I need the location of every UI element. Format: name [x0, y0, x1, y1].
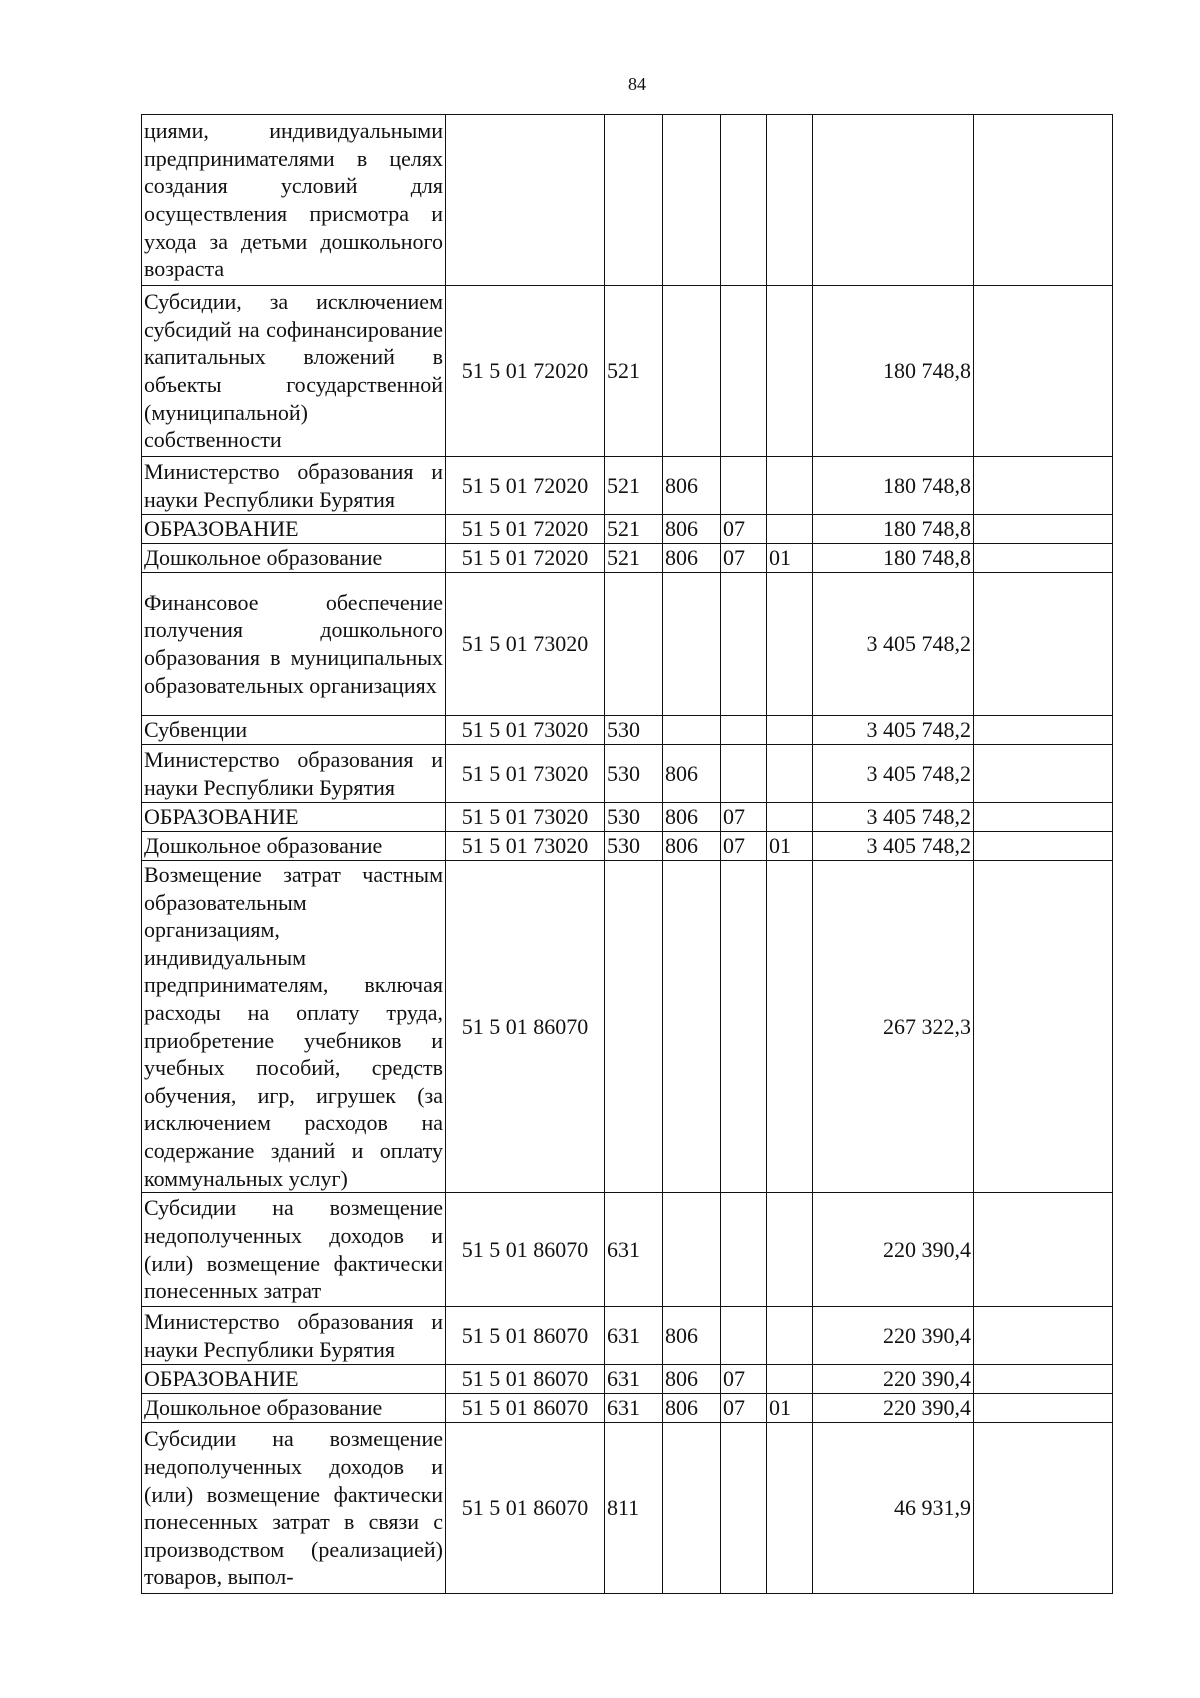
row-description: Дошкольное образование — [142, 544, 446, 573]
amount: 3 405 748,2 — [813, 745, 974, 803]
row-description: Дошкольное образование — [142, 832, 446, 861]
amount: 180 748,8 — [813, 457, 974, 515]
subsection-code — [767, 1193, 813, 1307]
section-code — [721, 716, 767, 745]
expense-type: 631 — [605, 1394, 663, 1423]
subsection-code — [767, 573, 813, 716]
empty-cell — [974, 1365, 1113, 1394]
department-code — [663, 573, 721, 716]
amount: 3 405 748,2 — [813, 832, 974, 861]
section-code: 07 — [721, 544, 767, 573]
expense-type: 631 — [605, 1193, 663, 1307]
empty-cell — [974, 1193, 1113, 1307]
section-code — [721, 1193, 767, 1307]
table-row — [142, 457, 1113, 515]
section-code — [721, 573, 767, 716]
target-code: 51 5 01 72020 — [446, 544, 605, 573]
amount: 46 931,9 — [813, 1423, 974, 1594]
table-row — [142, 803, 1113, 832]
subsection-code — [767, 716, 813, 745]
empty-cell — [974, 515, 1113, 544]
target-code: 51 5 01 73020 — [446, 573, 605, 716]
table-row — [142, 861, 1113, 1193]
row-description: ОБРАЗОВАНИЕ — [142, 515, 446, 544]
empty-cell — [974, 457, 1113, 515]
target-code: 51 5 01 86070 — [446, 1423, 605, 1594]
table-row — [142, 1423, 1113, 1594]
amount: 180 748,8 — [813, 544, 974, 573]
department-code — [663, 115, 721, 286]
department-code: 806 — [663, 745, 721, 803]
section-code: 07 — [721, 1394, 767, 1423]
expense-type: 530 — [605, 832, 663, 861]
department-code — [663, 716, 721, 745]
page-number: 84 — [628, 74, 646, 94]
section-code — [721, 861, 767, 1193]
target-code: 51 5 01 86070 — [446, 1307, 605, 1365]
section-code: 07 — [721, 1365, 767, 1394]
amount: 3 405 748,2 — [813, 803, 974, 832]
empty-cell — [974, 544, 1113, 573]
subsection-code — [767, 286, 813, 457]
target-code: 51 5 01 86070 — [446, 1394, 605, 1423]
empty-cell — [974, 1307, 1113, 1365]
expense-type: 530 — [605, 745, 663, 803]
subsection-code — [767, 1423, 813, 1594]
row-description: Финансовое обеспечение получения дошкольного образования в муниципальных образовательных организациях — [142, 573, 446, 716]
table-row — [142, 544, 1113, 573]
subsection-code — [767, 1365, 813, 1394]
department-code — [663, 1193, 721, 1307]
subsection-code — [767, 115, 813, 286]
section-code — [721, 1423, 767, 1594]
table-row — [142, 716, 1113, 745]
subsection-code: 01 — [767, 832, 813, 861]
expense-type: 530 — [605, 716, 663, 745]
section-code: 07 — [721, 803, 767, 832]
target-code: 51 5 01 72020 — [446, 457, 605, 515]
department-code — [663, 1423, 721, 1594]
row-description: ОБРАЗОВАНИЕ — [142, 1365, 446, 1394]
empty-cell — [974, 861, 1113, 1193]
table-row — [142, 1307, 1113, 1365]
empty-cell — [974, 1423, 1113, 1594]
expense-type: 521 — [605, 544, 663, 573]
target-code: 51 5 01 73020 — [446, 745, 605, 803]
amount: 180 748,8 — [813, 515, 974, 544]
target-code: 51 5 01 73020 — [446, 716, 605, 745]
row-description: ОБРАЗОВАНИЕ — [142, 803, 446, 832]
row-description: Возмещение затрат частным образовательным организациям, индивидуальным предпринимателям, включая расходы на оплату труда, приобретение учебников и учебных пособий, средств обучения, игр, игрушек (за исключением расходов на содержание зданий и оплату коммунальных услуг) — [142, 861, 446, 1193]
empty-cell — [974, 286, 1113, 457]
subsection-code — [767, 861, 813, 1193]
department-code: 806 — [663, 803, 721, 832]
row-description: Субсидии на возмещение недополученных доходов и (или) возмещение фактически понесенных затрат в связи с производством (реализацией) товаров, выпол- — [142, 1423, 446, 1594]
target-code: 51 5 01 73020 — [446, 832, 605, 861]
target-code — [446, 115, 605, 286]
empty-cell — [974, 745, 1113, 803]
subsection-code: 01 — [767, 1394, 813, 1423]
empty-cell — [974, 803, 1113, 832]
row-description: Субсидии на возмещение недополученных доходов и (или) возмещение фактически понесенных затрат — [142, 1193, 446, 1307]
target-code: 51 5 01 86070 — [446, 1193, 605, 1307]
expense-type: 521 — [605, 286, 663, 457]
empty-cell — [974, 1394, 1113, 1423]
section-code: 07 — [721, 515, 767, 544]
department-code: 806 — [663, 515, 721, 544]
expense-type: 811 — [605, 1423, 663, 1594]
amount: 180 748,8 — [813, 286, 974, 457]
table-row — [142, 745, 1113, 803]
amount: 220 390,4 — [813, 1365, 974, 1394]
section-code — [721, 115, 767, 286]
empty-cell — [974, 115, 1113, 286]
department-code: 806 — [663, 457, 721, 515]
expense-type: 530 — [605, 803, 663, 832]
expense-type — [605, 861, 663, 1193]
section-code — [721, 1307, 767, 1365]
section-code — [721, 286, 767, 457]
row-description: Субвенции — [142, 716, 446, 745]
amount: 3 405 748,2 — [813, 716, 974, 745]
row-description: Министерство образования и науки Республики Бурятия — [142, 745, 446, 803]
department-code — [663, 861, 721, 1193]
amount: 3 405 748,2 — [813, 573, 974, 716]
target-code: 51 5 01 86070 — [446, 1365, 605, 1394]
row-description: циями, индивидуальными предпринимателями в целях создания условий для осуществления присмотра и ухода за детьми дошкольного возраста — [142, 115, 446, 286]
target-code: 51 5 01 86070 — [446, 861, 605, 1193]
table-row — [142, 1394, 1113, 1423]
row-description: Министерство образования и науки Республики Бурятия — [142, 457, 446, 515]
amount: 267 322,3 — [813, 861, 974, 1193]
budget-table — [141, 114, 1113, 1594]
table-row — [142, 1193, 1113, 1307]
subsection-code — [767, 803, 813, 832]
subsection-code — [767, 745, 813, 803]
row-description: Министерство образования и науки Республики Бурятия — [142, 1307, 446, 1365]
department-code: 806 — [663, 832, 721, 861]
table-row — [142, 832, 1113, 861]
department-code: 806 — [663, 544, 721, 573]
department-code: 806 — [663, 1307, 721, 1365]
table-row — [142, 286, 1113, 457]
expense-type: 631 — [605, 1365, 663, 1394]
department-code: 806 — [663, 1365, 721, 1394]
expense-type: 631 — [605, 1307, 663, 1365]
expense-type — [605, 115, 663, 286]
row-description: Субсидии, за исключением субсидий на софинансирование капитальных вложений в объекты государственной (муниципальной) собственности — [142, 286, 446, 457]
subsection-code: 01 — [767, 544, 813, 573]
amount: 220 390,4 — [813, 1193, 974, 1307]
section-code — [721, 457, 767, 515]
expense-type: 521 — [605, 515, 663, 544]
expense-type — [605, 573, 663, 716]
amount — [813, 115, 974, 286]
section-code — [721, 745, 767, 803]
subsection-code — [767, 1307, 813, 1365]
department-code: 806 — [663, 1394, 721, 1423]
subsection-code — [767, 515, 813, 544]
amount: 220 390,4 — [813, 1394, 974, 1423]
empty-cell — [974, 716, 1113, 745]
table-row — [142, 1365, 1113, 1394]
table-row — [142, 515, 1113, 544]
table-row — [142, 573, 1113, 716]
subsection-code — [767, 457, 813, 515]
expense-type: 521 — [605, 457, 663, 515]
empty-cell — [974, 832, 1113, 861]
target-code: 51 5 01 72020 — [446, 515, 605, 544]
amount: 220 390,4 — [813, 1307, 974, 1365]
target-code: 51 5 01 73020 — [446, 803, 605, 832]
department-code — [663, 286, 721, 457]
section-code: 07 — [721, 832, 767, 861]
target-code: 51 5 01 72020 — [446, 286, 605, 457]
row-description: Дошкольное образование — [142, 1394, 446, 1423]
table-row — [142, 115, 1113, 286]
empty-cell — [974, 573, 1113, 716]
